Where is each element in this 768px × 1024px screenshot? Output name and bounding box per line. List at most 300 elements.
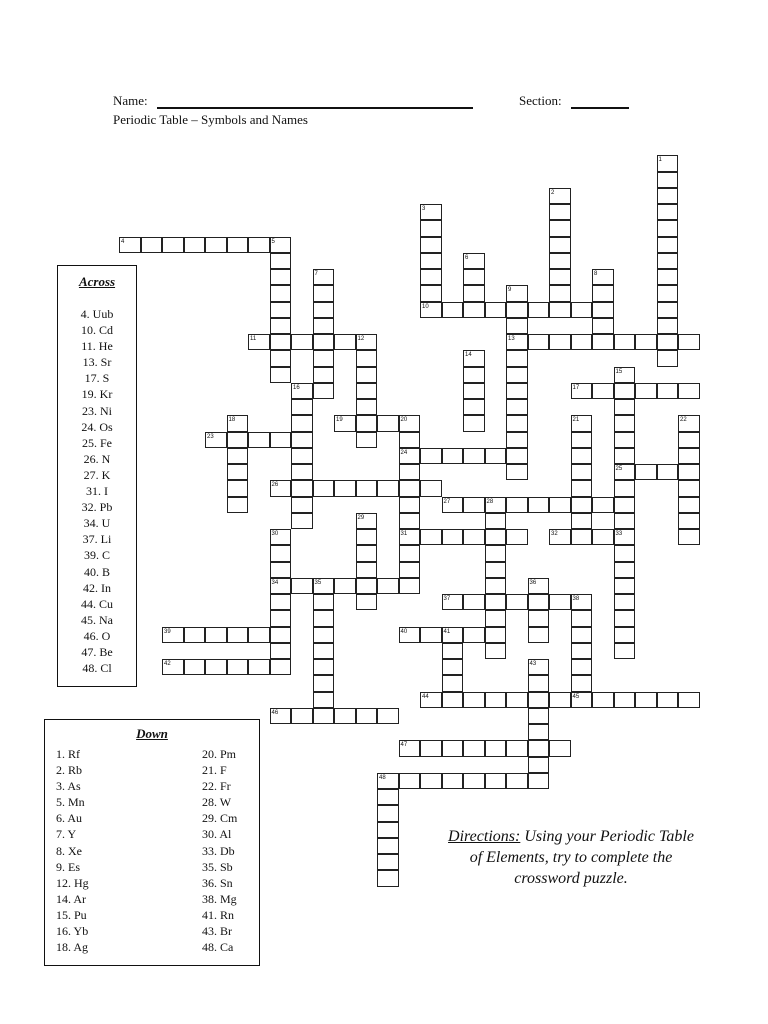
- crossword-cell[interactable]: [678, 480, 700, 496]
- name-field[interactable]: [157, 95, 473, 109]
- crossword-cell[interactable]: [291, 480, 313, 496]
- crossword-cell[interactable]: [657, 220, 679, 236]
- crossword-cell[interactable]: [506, 692, 528, 708]
- crossword-cell[interactable]: [657, 204, 679, 220]
- crossword-cell[interactable]: [506, 367, 528, 383]
- crossword-cell[interactable]: [420, 692, 442, 708]
- crossword-cell[interactable]: [463, 285, 485, 301]
- crossword-cell[interactable]: [571, 659, 593, 675]
- crossword-cell[interactable]: [549, 302, 571, 318]
- crossword-cell[interactable]: [614, 464, 636, 480]
- crossword-cell[interactable]: [377, 708, 399, 724]
- crossword-cell[interactable]: [442, 692, 464, 708]
- crossword-cell[interactable]: [614, 562, 636, 578]
- crossword-cell[interactable]: [657, 302, 679, 318]
- crossword-cell[interactable]: [657, 155, 679, 171]
- crossword-cell[interactable]: [657, 383, 679, 399]
- crossword-cell[interactable]: [506, 432, 528, 448]
- section-field[interactable]: [571, 95, 629, 109]
- crossword-cell[interactable]: [571, 334, 593, 350]
- crossword-cell[interactable]: [635, 464, 657, 480]
- crossword-cell[interactable]: [678, 529, 700, 545]
- crossword-cell[interactable]: [399, 448, 421, 464]
- crossword-cell[interactable]: [420, 302, 442, 318]
- crossword-cell[interactable]: [205, 627, 227, 643]
- crossword-cell[interactable]: [657, 188, 679, 204]
- crossword-cell[interactable]: [420, 773, 442, 789]
- crossword-cell[interactable]: [549, 188, 571, 204]
- crossword-cell[interactable]: [463, 773, 485, 789]
- crossword-cell[interactable]: [678, 383, 700, 399]
- crossword-cell[interactable]: [528, 675, 550, 691]
- crossword-cell[interactable]: [377, 822, 399, 838]
- crossword-cell[interactable]: [506, 285, 528, 301]
- crossword-cell[interactable]: [657, 318, 679, 334]
- crossword-cell[interactable]: [463, 253, 485, 269]
- crossword-cell[interactable]: [356, 513, 378, 529]
- crossword-cell[interactable]: [506, 302, 528, 318]
- crossword-cell[interactable]: [162, 237, 184, 253]
- crossword-cell[interactable]: [270, 594, 292, 610]
- crossword-cell[interactable]: [614, 383, 636, 399]
- crossword-cell[interactable]: [463, 627, 485, 643]
- crossword-cell[interactable]: [657, 692, 679, 708]
- crossword-cell[interactable]: [506, 497, 528, 513]
- crossword-cell[interactable]: [614, 480, 636, 496]
- crossword-cell[interactable]: [571, 594, 593, 610]
- crossword-cell[interactable]: [571, 610, 593, 626]
- crossword-cell[interactable]: [485, 545, 507, 561]
- crossword-cell[interactable]: [227, 237, 249, 253]
- crossword-cell[interactable]: [377, 870, 399, 886]
- crossword-cell[interactable]: [528, 594, 550, 610]
- crossword-cell[interactable]: [270, 302, 292, 318]
- crossword-cell[interactable]: [270, 237, 292, 253]
- crossword-cell[interactable]: [377, 773, 399, 789]
- crossword-cell[interactable]: [420, 529, 442, 545]
- crossword-cell[interactable]: [528, 610, 550, 626]
- crossword-cell[interactable]: [313, 383, 335, 399]
- crossword-cell[interactable]: [614, 432, 636, 448]
- crossword-cell[interactable]: [463, 594, 485, 610]
- crossword-cell[interactable]: [334, 480, 356, 496]
- crossword-cell[interactable]: [614, 692, 636, 708]
- crossword-cell[interactable]: [442, 659, 464, 675]
- crossword-cell[interactable]: [248, 334, 270, 350]
- crossword-cell[interactable]: [614, 399, 636, 415]
- crossword-cell[interactable]: [485, 302, 507, 318]
- crossword-cell[interactable]: [313, 334, 335, 350]
- crossword-cell[interactable]: [227, 659, 249, 675]
- crossword-cell[interactable]: [291, 464, 313, 480]
- crossword-cell[interactable]: [614, 610, 636, 626]
- crossword-cell[interactable]: [313, 643, 335, 659]
- crossword-cell[interactable]: [442, 675, 464, 691]
- crossword-cell[interactable]: [270, 529, 292, 545]
- crossword-cell[interactable]: [463, 692, 485, 708]
- crossword-cell[interactable]: [334, 708, 356, 724]
- crossword-cell[interactable]: [420, 269, 442, 285]
- crossword-cell[interactable]: [657, 285, 679, 301]
- crossword-cell[interactable]: [270, 627, 292, 643]
- crossword-cell[interactable]: [442, 740, 464, 756]
- crossword-cell[interactable]: [291, 415, 313, 431]
- crossword-cell[interactable]: [506, 318, 528, 334]
- crossword-cell[interactable]: [657, 334, 679, 350]
- crossword-cell[interactable]: [270, 269, 292, 285]
- crossword-cell[interactable]: [506, 334, 528, 350]
- crossword-cell[interactable]: [291, 448, 313, 464]
- crossword-cell[interactable]: [592, 302, 614, 318]
- crossword-cell[interactable]: [227, 480, 249, 496]
- crossword-cell[interactable]: [485, 497, 507, 513]
- crossword-cell[interactable]: [614, 367, 636, 383]
- crossword-cell[interactable]: [270, 643, 292, 659]
- crossword-cell[interactable]: [657, 269, 679, 285]
- crossword-cell[interactable]: [506, 399, 528, 415]
- crossword-cell[interactable]: [399, 529, 421, 545]
- crossword-cell[interactable]: [678, 415, 700, 431]
- crossword-cell[interactable]: [270, 578, 292, 594]
- crossword-cell[interactable]: [420, 480, 442, 496]
- crossword-cell[interactable]: [184, 237, 206, 253]
- crossword-cell[interactable]: [442, 773, 464, 789]
- crossword-cell[interactable]: [313, 675, 335, 691]
- crossword-cell[interactable]: [356, 399, 378, 415]
- crossword-cell[interactable]: [549, 253, 571, 269]
- crossword-cell[interactable]: [227, 415, 249, 431]
- crossword-cell[interactable]: [356, 383, 378, 399]
- crossword-cell[interactable]: [313, 659, 335, 675]
- crossword-cell[interactable]: [528, 302, 550, 318]
- crossword-cell[interactable]: [657, 253, 679, 269]
- crossword-cell[interactable]: [485, 529, 507, 545]
- crossword-cell[interactable]: [356, 562, 378, 578]
- crossword-cell[interactable]: [678, 513, 700, 529]
- crossword-cell[interactable]: [614, 545, 636, 561]
- crossword-cell[interactable]: [571, 692, 593, 708]
- crossword-cell[interactable]: [334, 415, 356, 431]
- crossword-cell[interactable]: [420, 253, 442, 269]
- crossword-cell[interactable]: [442, 302, 464, 318]
- crossword-cell[interactable]: [635, 383, 657, 399]
- crossword-cell[interactable]: [227, 464, 249, 480]
- crossword-cell[interactable]: [356, 594, 378, 610]
- crossword-cell[interactable]: [485, 643, 507, 659]
- crossword-cell[interactable]: [313, 627, 335, 643]
- crossword-cell[interactable]: [399, 415, 421, 431]
- crossword-cell[interactable]: [377, 415, 399, 431]
- crossword-cell[interactable]: [571, 513, 593, 529]
- crossword-cell[interactable]: [485, 610, 507, 626]
- crossword-cell[interactable]: [270, 432, 292, 448]
- crossword-cell[interactable]: [614, 448, 636, 464]
- crossword-cell[interactable]: [614, 497, 636, 513]
- crossword-cell[interactable]: [356, 334, 378, 350]
- crossword-cell[interactable]: [420, 740, 442, 756]
- crossword-cell[interactable]: [313, 367, 335, 383]
- crossword-cell[interactable]: [528, 708, 550, 724]
- crossword-cell[interactable]: [549, 497, 571, 513]
- crossword-cell[interactable]: [571, 464, 593, 480]
- crossword-cell[interactable]: [119, 237, 141, 253]
- crossword-cell[interactable]: [549, 594, 571, 610]
- crossword-cell[interactable]: [162, 627, 184, 643]
- crossword-cell[interactable]: [248, 627, 270, 643]
- crossword-cell[interactable]: [313, 318, 335, 334]
- crossword-cell[interactable]: [463, 269, 485, 285]
- crossword-cell[interactable]: [528, 578, 550, 594]
- crossword-cell[interactable]: [205, 432, 227, 448]
- crossword-cell[interactable]: [614, 578, 636, 594]
- crossword-cell[interactable]: [549, 269, 571, 285]
- crossword-cell[interactable]: [614, 594, 636, 610]
- crossword-cell[interactable]: [270, 659, 292, 675]
- crossword-cell[interactable]: [463, 415, 485, 431]
- crossword-cell[interactable]: [313, 610, 335, 626]
- crossword-cell[interactable]: [571, 627, 593, 643]
- crossword-cell[interactable]: [571, 432, 593, 448]
- crossword-cell[interactable]: [678, 448, 700, 464]
- crossword-cell[interactable]: [313, 285, 335, 301]
- crossword-cell[interactable]: [162, 659, 184, 675]
- crossword-cell[interactable]: [614, 334, 636, 350]
- crossword-cell[interactable]: [571, 302, 593, 318]
- crossword-cell[interactable]: [184, 627, 206, 643]
- crossword-cell[interactable]: [506, 773, 528, 789]
- crossword-cell[interactable]: [506, 529, 528, 545]
- crossword-cell[interactable]: [442, 594, 464, 610]
- crossword-cell[interactable]: [657, 464, 679, 480]
- crossword-cell[interactable]: [571, 480, 593, 496]
- crossword-cell[interactable]: [442, 529, 464, 545]
- crossword-cell[interactable]: [356, 432, 378, 448]
- crossword-cell[interactable]: [334, 578, 356, 594]
- crossword-cell[interactable]: [227, 448, 249, 464]
- crossword-cell[interactable]: [463, 383, 485, 399]
- crossword-cell[interactable]: [463, 529, 485, 545]
- crossword-cell[interactable]: [506, 594, 528, 610]
- crossword-cell[interactable]: [227, 432, 249, 448]
- crossword-cell[interactable]: [227, 627, 249, 643]
- crossword-cell[interactable]: [592, 529, 614, 545]
- crossword-cell[interactable]: [571, 497, 593, 513]
- crossword-cell[interactable]: [399, 627, 421, 643]
- crossword-cell[interactable]: [506, 383, 528, 399]
- crossword-cell[interactable]: [549, 334, 571, 350]
- crossword-cell[interactable]: [399, 513, 421, 529]
- crossword-cell[interactable]: [313, 302, 335, 318]
- crossword-cell[interactable]: [248, 659, 270, 675]
- crossword-cell[interactable]: [313, 480, 335, 496]
- crossword-cell[interactable]: [420, 448, 442, 464]
- crossword-cell[interactable]: [678, 432, 700, 448]
- crossword-cell[interactable]: [571, 529, 593, 545]
- crossword-cell[interactable]: [528, 627, 550, 643]
- crossword-cell[interactable]: [270, 253, 292, 269]
- crossword-cell[interactable]: [614, 513, 636, 529]
- crossword-cell[interactable]: [356, 529, 378, 545]
- crossword-cell[interactable]: [399, 545, 421, 561]
- crossword-cell[interactable]: [506, 415, 528, 431]
- crossword-cell[interactable]: [313, 350, 335, 366]
- crossword-cell[interactable]: [356, 578, 378, 594]
- crossword-cell[interactable]: [549, 529, 571, 545]
- crossword-cell[interactable]: [399, 562, 421, 578]
- crossword-cell[interactable]: [442, 497, 464, 513]
- crossword-cell[interactable]: [485, 562, 507, 578]
- crossword-cell[interactable]: [291, 334, 313, 350]
- crossword-cell[interactable]: [592, 318, 614, 334]
- crossword-cell[interactable]: [270, 334, 292, 350]
- crossword-cell[interactable]: [313, 692, 335, 708]
- crossword-cell[interactable]: [356, 415, 378, 431]
- crossword-cell[interactable]: [420, 220, 442, 236]
- crossword-cell[interactable]: [463, 448, 485, 464]
- crossword-cell[interactable]: [678, 692, 700, 708]
- crossword-cell[interactable]: [463, 302, 485, 318]
- crossword-cell[interactable]: [463, 740, 485, 756]
- crossword-cell[interactable]: [506, 448, 528, 464]
- crossword-cell[interactable]: [506, 740, 528, 756]
- crossword-cell[interactable]: [528, 757, 550, 773]
- crossword-cell[interactable]: [377, 789, 399, 805]
- crossword-cell[interactable]: [377, 578, 399, 594]
- crossword-cell[interactable]: [291, 708, 313, 724]
- crossword-cell[interactable]: [377, 805, 399, 821]
- crossword-cell[interactable]: [313, 594, 335, 610]
- crossword-cell[interactable]: [205, 659, 227, 675]
- crossword-cell[interactable]: [571, 675, 593, 691]
- crossword-cell[interactable]: [592, 285, 614, 301]
- crossword-cell[interactable]: [248, 237, 270, 253]
- crossword-cell[interactable]: [356, 545, 378, 561]
- crossword-cell[interactable]: [227, 497, 249, 513]
- crossword-cell[interactable]: [399, 432, 421, 448]
- crossword-cell[interactable]: [141, 237, 163, 253]
- crossword-cell[interactable]: [399, 773, 421, 789]
- crossword-cell[interactable]: [291, 578, 313, 594]
- crossword-cell[interactable]: [399, 578, 421, 594]
- crossword-cell[interactable]: [399, 497, 421, 513]
- crossword-cell[interactable]: [399, 480, 421, 496]
- crossword-cell[interactable]: [485, 740, 507, 756]
- crossword-cell[interactable]: [614, 627, 636, 643]
- crossword-cell[interactable]: [506, 350, 528, 366]
- crossword-cell[interactable]: [356, 480, 378, 496]
- crossword-cell[interactable]: [270, 480, 292, 496]
- crossword-cell[interactable]: [399, 464, 421, 480]
- crossword-cell[interactable]: [678, 334, 700, 350]
- crossword-cell[interactable]: [592, 692, 614, 708]
- crossword-cell[interactable]: [377, 480, 399, 496]
- crossword-cell[interactable]: [442, 643, 464, 659]
- crossword-cell[interactable]: [549, 740, 571, 756]
- crossword-cell[interactable]: [291, 497, 313, 513]
- crossword-cell[interactable]: [678, 497, 700, 513]
- crossword-cell[interactable]: [528, 724, 550, 740]
- crossword-cell[interactable]: [184, 659, 206, 675]
- crossword-cell[interactable]: [270, 545, 292, 561]
- crossword-cell[interactable]: [549, 237, 571, 253]
- crossword-cell[interactable]: [528, 497, 550, 513]
- crossword-cell[interactable]: [334, 334, 356, 350]
- crossword-cell[interactable]: [592, 497, 614, 513]
- crossword-cell[interactable]: [657, 350, 679, 366]
- crossword-cell[interactable]: [592, 383, 614, 399]
- crossword-cell[interactable]: [463, 350, 485, 366]
- crossword-cell[interactable]: [592, 269, 614, 285]
- crossword-cell[interactable]: [420, 285, 442, 301]
- crossword-cell[interactable]: [549, 204, 571, 220]
- crossword-cell[interactable]: [485, 773, 507, 789]
- crossword-cell[interactable]: [571, 448, 593, 464]
- crossword-cell[interactable]: [485, 692, 507, 708]
- crossword-cell[interactable]: [614, 643, 636, 659]
- crossword-cell[interactable]: [291, 513, 313, 529]
- crossword-cell[interactable]: [549, 285, 571, 301]
- crossword-cell[interactable]: [678, 464, 700, 480]
- crossword-cell[interactable]: [270, 318, 292, 334]
- crossword-cell[interactable]: [270, 350, 292, 366]
- crossword-cell[interactable]: [205, 237, 227, 253]
- crossword-cell[interactable]: [270, 562, 292, 578]
- crossword-cell[interactable]: [420, 204, 442, 220]
- crossword-cell[interactable]: [270, 610, 292, 626]
- crossword-cell[interactable]: [614, 529, 636, 545]
- crossword-cell[interactable]: [291, 432, 313, 448]
- crossword-cell[interactable]: [377, 854, 399, 870]
- crossword-cell[interactable]: [635, 692, 657, 708]
- crossword-cell[interactable]: [528, 334, 550, 350]
- crossword-cell[interactable]: [442, 627, 464, 643]
- crossword-cell[interactable]: [485, 513, 507, 529]
- crossword-cell[interactable]: [356, 708, 378, 724]
- crossword-cell[interactable]: [420, 627, 442, 643]
- crossword-cell[interactable]: [399, 740, 421, 756]
- crossword-cell[interactable]: [571, 415, 593, 431]
- crossword-cell[interactable]: [463, 367, 485, 383]
- crossword-cell[interactable]: [635, 334, 657, 350]
- crossword-cell[interactable]: [313, 578, 335, 594]
- crossword-cell[interactable]: [528, 740, 550, 756]
- crossword-cell[interactable]: [614, 415, 636, 431]
- crossword-cell[interactable]: [528, 659, 550, 675]
- crossword-cell[interactable]: [377, 838, 399, 854]
- crossword-cell[interactable]: [420, 237, 442, 253]
- crossword-cell[interactable]: [506, 464, 528, 480]
- crossword-cell[interactable]: [528, 692, 550, 708]
- crossword-cell[interactable]: [571, 383, 593, 399]
- crossword-cell[interactable]: [291, 383, 313, 399]
- crossword-cell[interactable]: [463, 399, 485, 415]
- crossword-cell[interactable]: [356, 367, 378, 383]
- crossword-cell[interactable]: [313, 708, 335, 724]
- crossword-cell[interactable]: [485, 594, 507, 610]
- crossword-cell[interactable]: [549, 220, 571, 236]
- crossword-cell[interactable]: [571, 643, 593, 659]
- crossword-cell[interactable]: [657, 172, 679, 188]
- crossword-cell[interactable]: [356, 350, 378, 366]
- crossword-cell[interactable]: [592, 334, 614, 350]
- crossword-cell[interactable]: [485, 627, 507, 643]
- crossword-cell[interactable]: [270, 708, 292, 724]
- crossword-cell[interactable]: [485, 448, 507, 464]
- crossword-cell[interactable]: [442, 448, 464, 464]
- crossword-cell[interactable]: [549, 692, 571, 708]
- crossword-cell[interactable]: [270, 285, 292, 301]
- crossword-cell[interactable]: [291, 399, 313, 415]
